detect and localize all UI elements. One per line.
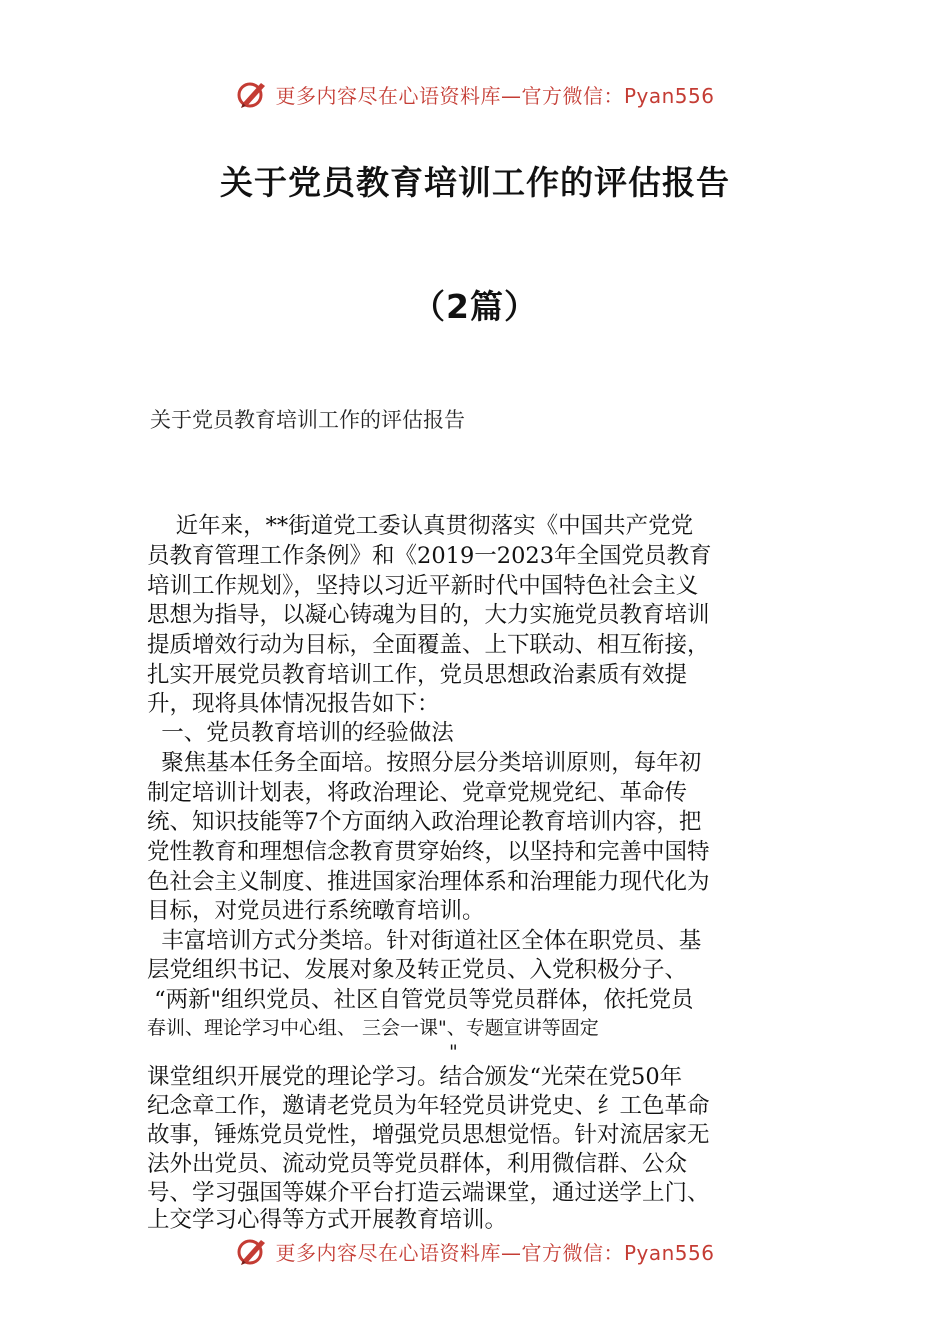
watermark-banner-bottom bbox=[0, 1231, 950, 1271]
body-line: 法外出党员、流动党员等党员群体，利用微信群、公众 bbox=[147, 1151, 688, 1177]
body-line: 故事，锤炼党员党性，增强党员思想觉悟。针对流居家无 bbox=[147, 1122, 710, 1148]
body-line: 思想为指导，以凝心铸魂为目的，大力实施党员教育培训 bbox=[147, 602, 710, 628]
body-line: 制定培训计划表，将政治理论、党章党规党纪、革命传 bbox=[147, 780, 688, 806]
body-line: “两新"组织党员、社区自管党员等党员群体，依托党员 bbox=[147, 987, 694, 1013]
section-heading: 关于党员教育培训工作的评估报告 bbox=[150, 408, 465, 432]
watermark-text: 更多内容尽在心语资料库—官方微信：Pyan556 bbox=[275, 1240, 715, 1265]
body-line: 号、学习强国等媒介平台打造云端课堂，通过送学上门、 bbox=[147, 1180, 710, 1206]
body-line: " bbox=[147, 1041, 458, 1063]
document-title: 关于党员教育培训工作的评估报告 bbox=[220, 163, 730, 202]
body-line: 春训、理论学习中心组、 三会一课"、专题宣讲等固定 bbox=[147, 1017, 599, 1039]
body-line: 聚焦基本任务全面培。按照分层分类培训原则，每年初 bbox=[147, 750, 702, 776]
body-line: 党性教育和理想信念教育贯穿始终，以坚持和完善中国特 bbox=[147, 839, 710, 865]
section-subheading: 一、党员教育培训的经验做法 bbox=[147, 720, 454, 746]
body-line: 提质增效行动为目标，全面覆盖、上下联动、相互衔接， bbox=[147, 632, 710, 658]
body-line: 丰富培训方式分类培。针对街道社区全体在职党员、基 bbox=[147, 928, 702, 954]
pen-logo-icon bbox=[235, 77, 269, 111]
body-line: 层党组织书记、发展对象及转正党员、入党积极分子、 bbox=[147, 957, 688, 983]
body-line: 统、知识技能等7个方面纳入政治理论教育培训内容，把 bbox=[147, 809, 702, 835]
body-line: 培训工作规划》，坚持以习近平新时代中国特色社会主义 bbox=[147, 573, 699, 599]
watermark-text: 更多内容尽在心语资料库—官方微信：Pyan556 bbox=[275, 83, 715, 108]
body-line: 近年来，**街道党工委认真贯彻落实《中国共产党党 bbox=[147, 513, 694, 539]
body-line: 上交学习心得等方式开展教育培训。 bbox=[147, 1207, 508, 1233]
body-line: 课堂组织开展党的理论学习。结合颁发“光荣在党50年 bbox=[147, 1064, 683, 1090]
document-subtitle: （2篇） bbox=[412, 287, 538, 326]
body-line: 员教育管理工作条例》和《2019一2023年全国党员教育 bbox=[147, 543, 712, 569]
body-line: 色社会主义制度、推进国家治理体系和治理能力现代化为 bbox=[147, 869, 710, 895]
watermark-banner-top bbox=[0, 74, 950, 114]
body-line: 扎实开展党员教育培训工作，党员思想政治素质有效提 bbox=[147, 662, 688, 688]
body-line: 目标，对党员进行系统暾育培训。 bbox=[147, 898, 485, 924]
body-line: 纪念章工作，邀请老党员为年轻党员讲党史、纟工色革命 bbox=[147, 1093, 710, 1119]
pen-logo-icon bbox=[235, 1234, 269, 1268]
body-line: 升，现将具体情况报告如下： bbox=[147, 691, 440, 717]
